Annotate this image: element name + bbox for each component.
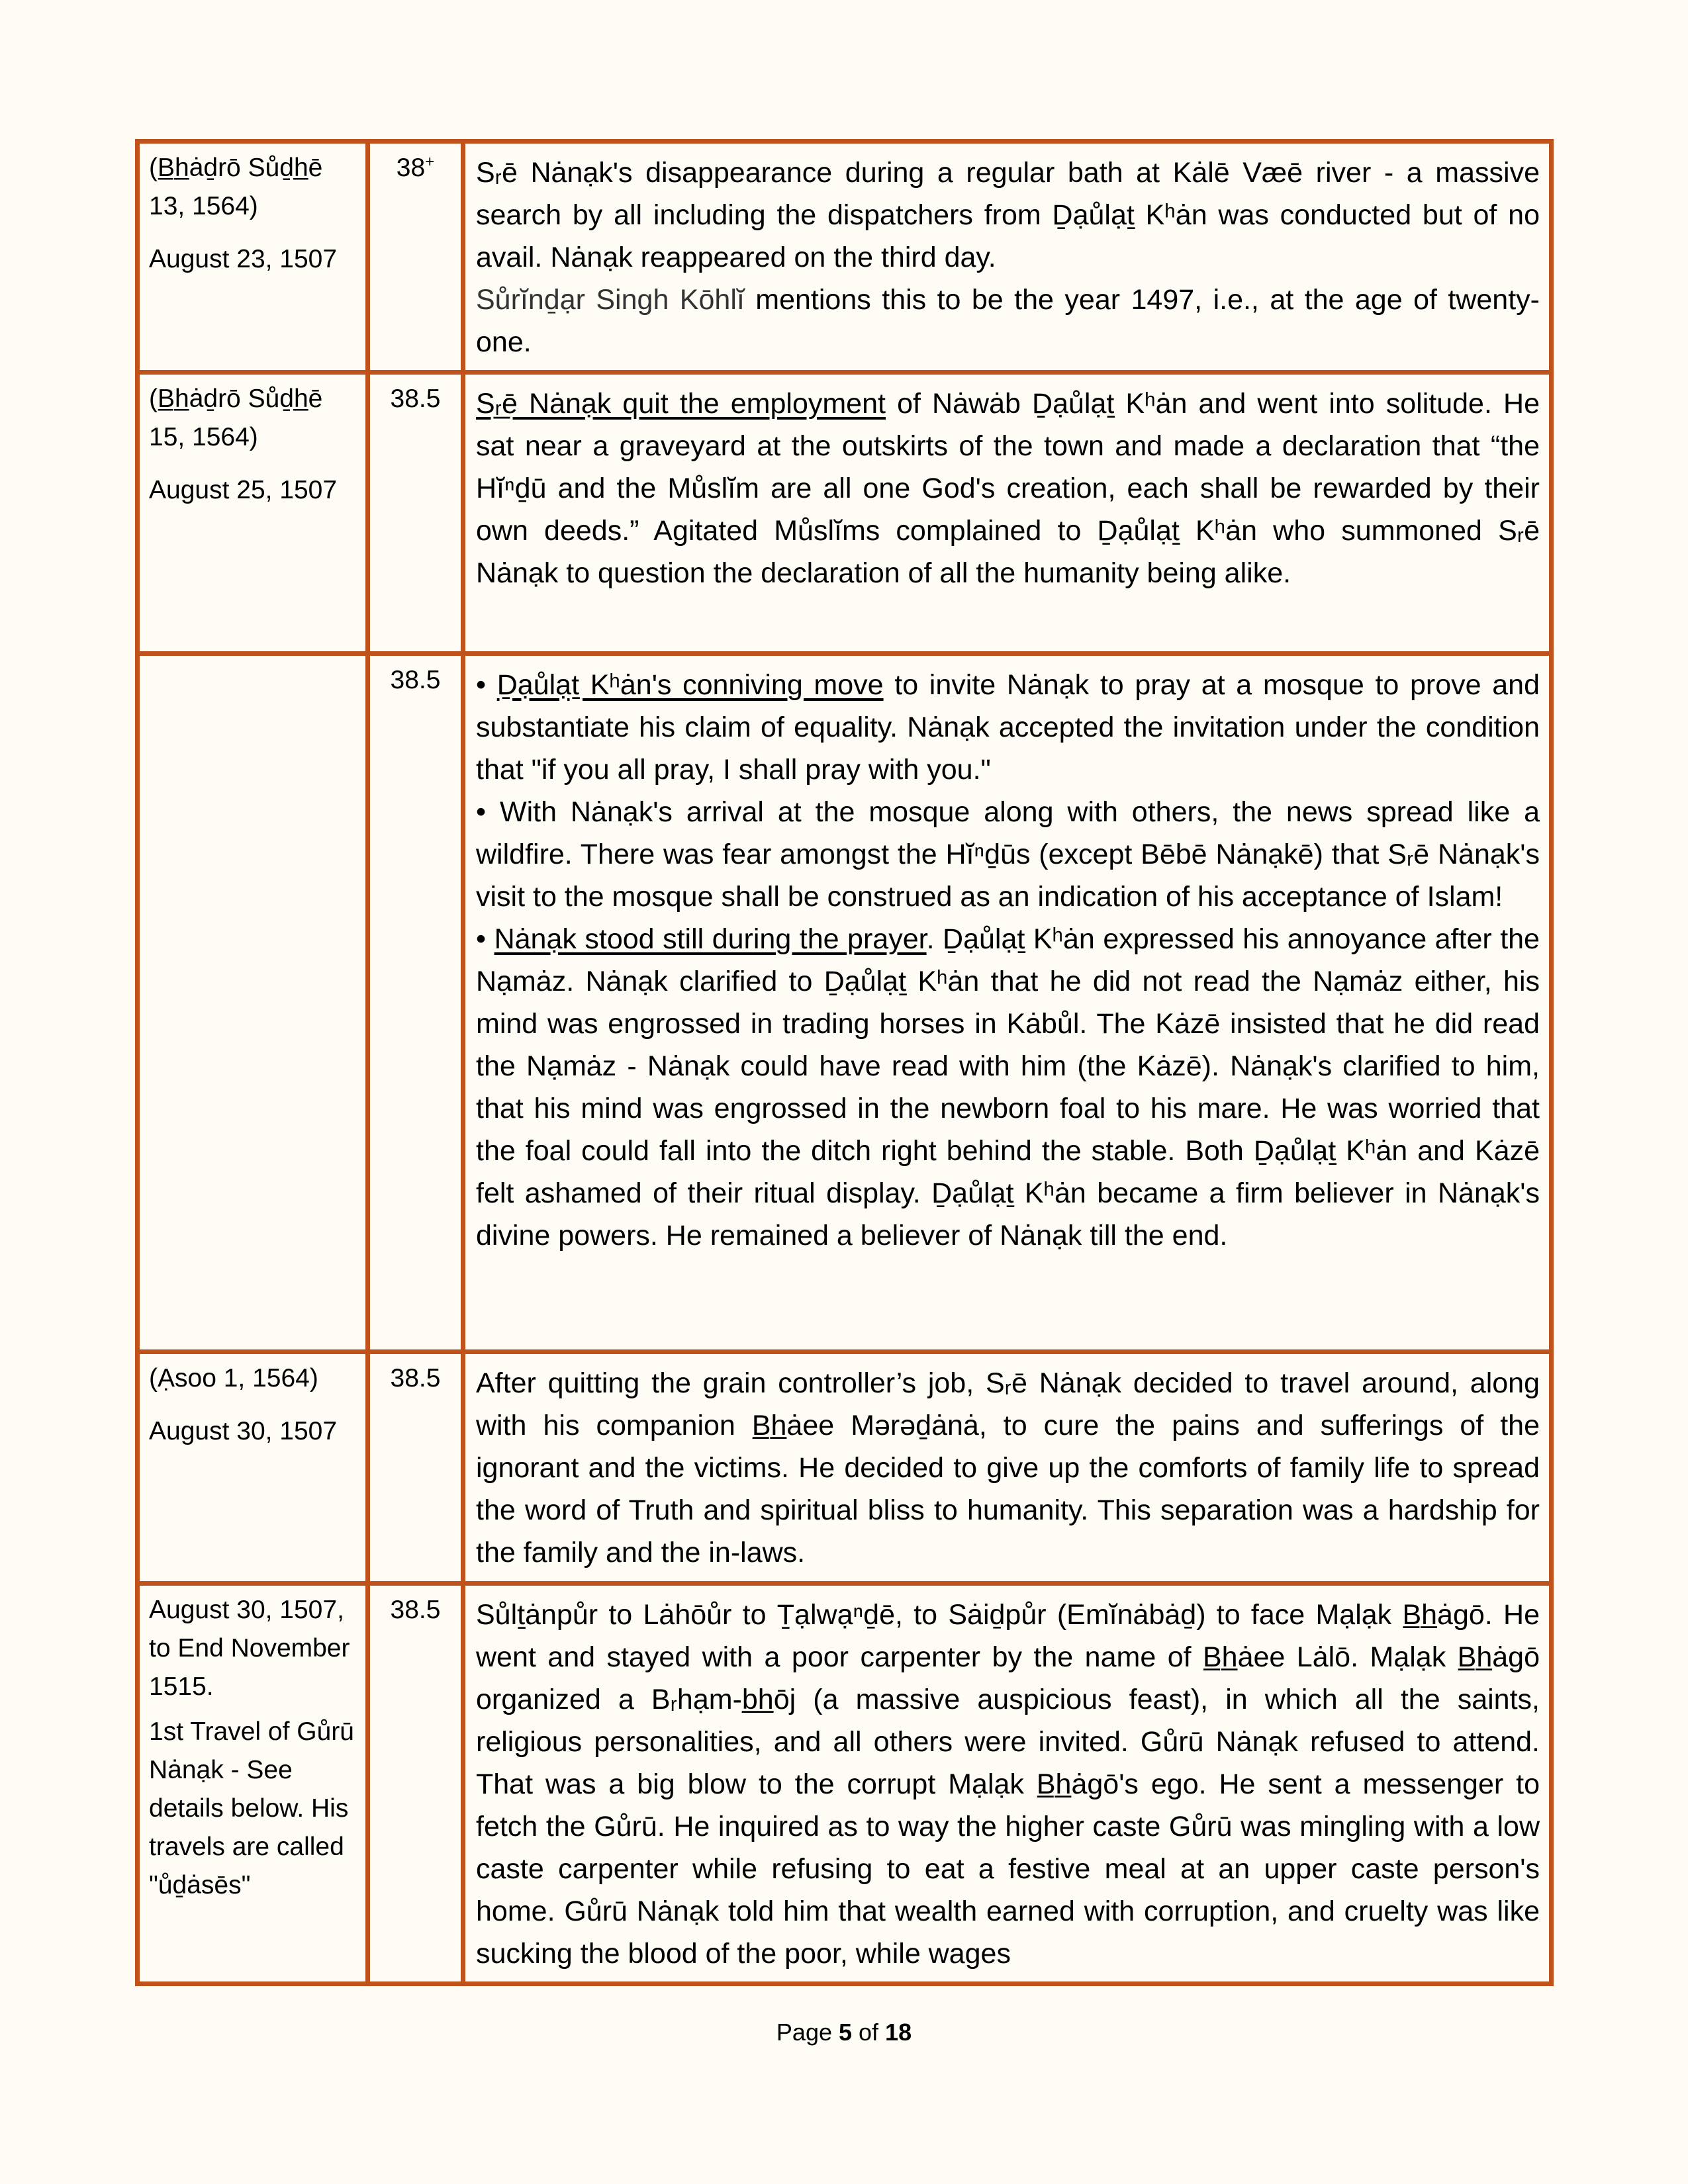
age-cell xyxy=(368,1584,463,1984)
event-paragraph xyxy=(476,1362,1540,1574)
table-row xyxy=(138,1352,1552,1584)
event-paragraph xyxy=(476,918,1540,1257)
age-value: 38.5 xyxy=(390,666,441,694)
text-run: Sᵣē Nȧnạk's disappearance during a regular bath at Kȧlē Væē river - a massive search by all including the dispatchers from Ḏạůlạṯ Kʰȧn was conducted but of no avail. Nȧnạk reappeared on the third day. xyxy=(476,157,1540,273)
age-cell xyxy=(368,373,463,654)
age-value: 38.5 xyxy=(390,1596,441,1624)
text-run: of Nȧwȧb Ḏạůlạṯ Kʰȧn and went into solitude. He sat near a graveyard at the outskirts of the town and made a declaration that “the Hĭⁿḏū and the Můslĭm are all one God's creation, each shall be rewarded by their own deeds.” Agitated Můslĭms complained to Ḏạůlạṯ Kʰȧn who summoned Sᵣē Nȧnạk to question the declaration of all the humanity being alike. xyxy=(476,388,1540,589)
underlined-phrase: Sᵣ̲ē Nȧnạk quit the employment xyxy=(476,388,886,420)
event-description-cell xyxy=(463,1584,1552,1984)
event-paragraph xyxy=(476,791,1540,918)
date-text: (B̲h̲ȧḏrō Sůḏh̲ē 15, 1564) xyxy=(149,385,323,451)
date-text: (Ạsoo 1, 1564) xyxy=(149,1364,318,1392)
date-text: August 30, 1507, to End November 1515. xyxy=(149,1596,350,1701)
date-text: August 23, 1507 xyxy=(149,245,338,273)
page-current: 5 xyxy=(838,2019,853,2046)
event-paragraph xyxy=(476,664,1540,791)
date-text: 1st Travel of Gůrū Nȧnạk - See details below. His travels are called "ůḏȧsēs" xyxy=(149,1717,354,1899)
chronology-table xyxy=(135,139,1554,1986)
date-text: (B̲h̲ȧḏrō Sůḏh̲ē 13, 1564) xyxy=(149,154,323,220)
text-run: Sůlṯȧnpůr to Lȧhōůr to Ṯạlwạⁿḏē, to Sȧiḏpůr (Emĭnȧbȧḏ) to face Mạlạk B̲h̲ȧgō. He went and stayed with a poor carpenter by the name of B̲h̲ȧee Lȧlō. Mạlạk B̲h̲ȧgō organized a Bᵣhạm-b̲h̲ōj (a massive auspicious feast), in which all the saints, religious personalities, and all others were invited. Gůrū Nȧnạk refused to attend. That was a big blow to the corrupt Mạlạk B̲h̲ȧgō's ego. He sent a messenger to fetch the Gůrū. He inquired as to way the higher caste Gůrū was mingling with a low caste carpenter while refusing to eat a festive meal at an upper caste person's home. Gůrū Nȧnạk told him that wealth earned with corruption, and cruelty was like sucking the blood of the poor, while wages xyxy=(476,1599,1540,1970)
event-paragraph xyxy=(476,152,1540,279)
date-cell xyxy=(138,142,368,373)
date-cell xyxy=(138,1352,368,1584)
text-run: • With Nȧnạk's arrival at the mosque along with others, the news spread like a wildfire. There was fear amongst the Hĭⁿḏūs (except Bēbē Nȧnạkē) that Sᵣē Nȧnạk's visit to the mosque shall be construed as an indication of his acceptance of Islam! xyxy=(476,796,1540,913)
text-run: • xyxy=(476,923,494,955)
event-description-cell xyxy=(463,654,1552,1352)
underlined-phrase: Nȧnạk stood still during the prayer xyxy=(494,923,927,955)
chronology-table-body xyxy=(138,142,1552,1984)
age-value: 38 xyxy=(396,154,426,182)
table-row xyxy=(138,373,1552,654)
event-description-cell xyxy=(463,373,1552,654)
event-description-cell xyxy=(463,142,1552,373)
table-row xyxy=(138,1584,1552,1984)
text-run: . Ḏạůlạṯ Kʰȧn expressed his annoyance after the Nạmȧz. Nȧnạk clarified to Ḏạůlạṯ Kʰȧn that he did not read the Nạmȧz either, his mind was engrossed in trading horses in Kȧbůl. The Kȧzē insisted that he did read the Nạmȧz - Nȧnạk could have read with him (the Kȧzē). Nȧnạk's clarified to him, that his mind was engrossed in the newborn foal to his mare. He was worried that the foal could fall into the ditch right behind the stable. Both Ḏạůlạṯ Kʰȧn and Kȧzē felt ashamed of their ritual display. Ḏạůlạṯ Kʰȧn became a firm believer in Nȧnạk's divine powers. He remained a believer of Nȧnạk till the end. xyxy=(476,923,1540,1251)
age-superscript: + xyxy=(425,153,435,171)
date-text: August 25, 1507 xyxy=(149,476,338,504)
page-label: Page xyxy=(776,2019,839,2046)
table-row xyxy=(138,654,1552,1352)
date-cell xyxy=(138,373,368,654)
author-name: Sůrĭnḏạr Singh Kōhlĭ xyxy=(476,284,745,316)
event-description-cell xyxy=(463,1352,1552,1584)
text-run: After quitting the grain controller’s job, Sᵣē Nȧnạk decided to travel around, along with his companion B̲h̲ȧee Mərəḏȧnȧ, to cure the pains and sufferings of the ignorant and the victims. He decided to give up the comforts of family life to spread the word of Truth and spiritual bliss to humanity. This separation was a hardship for the family and the in-laws. xyxy=(476,1367,1540,1569)
text-run: mentions this to be the year 1497, i.e., at the age of twenty-one. xyxy=(476,284,1540,358)
date-cell xyxy=(138,1584,368,1984)
age-value: 38.5 xyxy=(390,1364,441,1392)
event-paragraph xyxy=(476,1594,1540,1975)
page-footer xyxy=(0,2019,1688,2046)
date-cell xyxy=(138,654,368,1352)
underlined-phrase: Ḏạůlạṯ Kʰȧn's conniving move xyxy=(496,669,884,701)
text-run: • xyxy=(476,669,497,701)
page-of: of xyxy=(852,2019,886,2046)
page-total: 18 xyxy=(885,2019,912,2046)
age-value: 38.5 xyxy=(390,385,441,413)
date-text: August 30, 1507 xyxy=(149,1417,338,1445)
event-paragraph xyxy=(476,383,1540,594)
age-cell xyxy=(368,654,463,1352)
text-run: to invite Nȧnạk to pray at a mosque to prove and substantiate his claim of equality. Nȧnạk accepted the invitation under the condition that "if you all pray, I shall pray with you." xyxy=(476,669,1540,786)
event-paragraph xyxy=(476,279,1540,363)
age-cell xyxy=(368,142,463,373)
age-cell xyxy=(368,1352,463,1584)
table-row xyxy=(138,142,1552,373)
